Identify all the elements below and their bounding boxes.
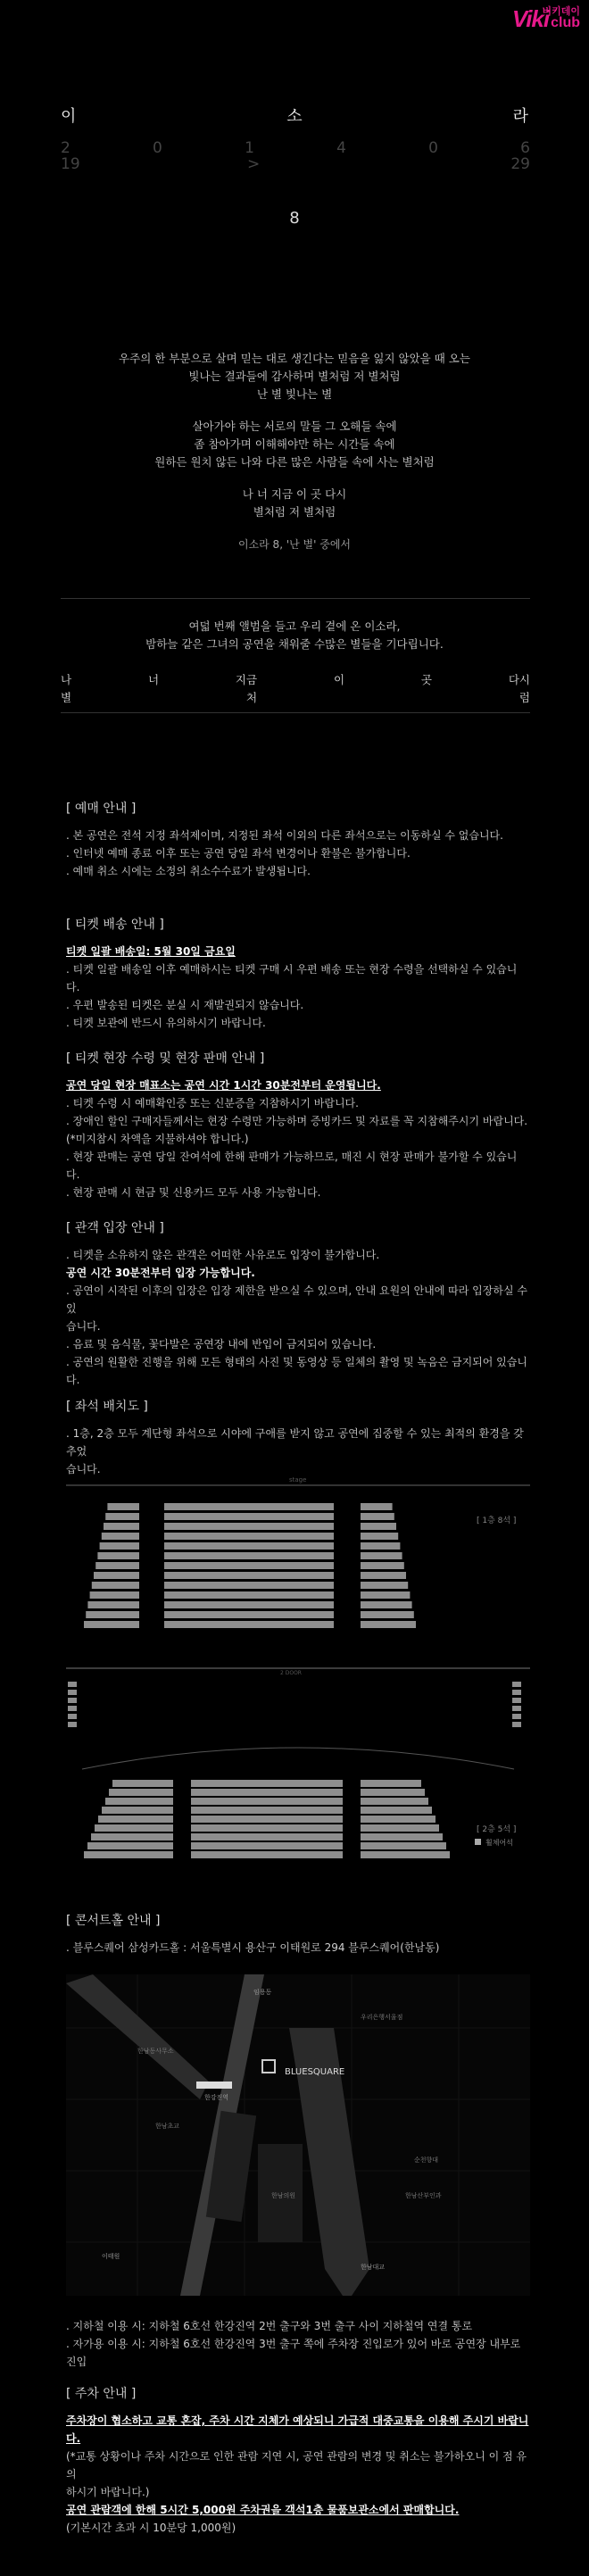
section-line: . 티켓 보관에 반드시 유의하시기 바랍니다. [66, 1017, 266, 1029]
seat-row-balcony-right [512, 1690, 521, 1695]
title-row [61, 104, 530, 127]
seat-row-floor1-left [94, 1572, 139, 1579]
seat-row-floor1-center [164, 1601, 334, 1608]
divider [61, 598, 530, 599]
section-line: . 우편 발송된 티켓은 분실 시 재발권되지 않습니다. [66, 999, 304, 1011]
spread-word: 다시 [508, 673, 530, 686]
seat-row-floor2-center [191, 1789, 343, 1796]
section-title: [ 예매 안내 ] [66, 802, 137, 816]
stage-label: stage [289, 1476, 307, 1483]
seat-row-floor1-center [164, 1611, 334, 1618]
seat-row-floor2-right [361, 1798, 428, 1805]
seat-row-floor1-left [86, 1611, 139, 1618]
legend-label: 휠체어석 [485, 1839, 513, 1847]
seat-map [66, 1476, 530, 1878]
map-label: 순천향대 [414, 2156, 439, 2164]
seat-row-floor2-left [91, 1833, 173, 1841]
seat-row-floor2-center [191, 1833, 343, 1841]
section-line: . 티켓 일괄 배송일 이후 예매하시는 티켓 구매 시 우편 배송 또는 현장 수령을 선택하실 수 있습니다. [66, 963, 518, 993]
seat-row-floor1-center [164, 1523, 334, 1530]
poem-line: 빛나는 결과들에 감사하며 별처럼 저 별처럼 [188, 370, 401, 383]
spread-word: 럼 [518, 691, 530, 704]
section-onsite [66, 1050, 530, 1201]
floor2-rail [82, 1748, 514, 1769]
divider [61, 712, 530, 713]
station-label: 한강진역 [204, 2094, 229, 2101]
poem-line: 우주의 한 부분으로 살며 믿는 대로 생긴다는 믿음을 잃지 않았을 때 오는 [119, 352, 470, 365]
seat-blocks [66, 1503, 530, 1858]
wheelchair-icon [475, 1839, 481, 1845]
section-line: . 공연의 원활한 진행을 위해 모든 형태의 사진 및 동영상 등 일체의 촬영 및 녹음은 금지되어 있습니다. [66, 1356, 527, 1386]
seat-row-floor2-right [361, 1833, 443, 1841]
seat-row-balcony-left [68, 1722, 77, 1727]
seat-row-floor2-left [102, 1807, 173, 1814]
seat-row-floor1-center [164, 1582, 334, 1589]
spread-row [61, 671, 530, 687]
seat-row-floor2-left [84, 1851, 173, 1858]
seat-row-floor1-right [361, 1591, 410, 1599]
seat-row-balcony-left [68, 1698, 77, 1703]
album-number: 8 [289, 209, 300, 228]
seat-row-floor1-left [95, 1562, 139, 1569]
title-letter: 이 [61, 107, 79, 126]
date-digit: 0 [428, 139, 438, 157]
map-label: 한남동사무소 [137, 2048, 174, 2055]
seat-row-floor1-left [105, 1513, 139, 1520]
seat-row-floor2-left [98, 1816, 173, 1823]
spread-word: 처 [245, 691, 258, 704]
section-line: . 현장 판매는 공연 당일 잔여석에 한해 판매가 가능하므로, 매진 시 현장 판매가 불가할 수 있습니다. [66, 1151, 518, 1181]
section-line: . 인터넷 예매 종료 이후 또는 공연 당일 좌석 변경이나 환불은 불가합니다. [66, 847, 411, 860]
seat-row-floor1-right [361, 1582, 408, 1589]
seat-row-floor1-center [164, 1621, 334, 1628]
seat-row-floor1-left [92, 1582, 139, 1589]
seat-row-balcony-right [512, 1714, 521, 1719]
intro-line: 여덟 번째 앨범을 들고 우리 곁에 온 이소라, [188, 619, 401, 633]
seat-row-balcony-left [68, 1714, 77, 1719]
seat-row-floor1-right [361, 1542, 400, 1550]
seat-row-floor2-right [361, 1780, 421, 1787]
logo-main: Viki [511, 5, 550, 32]
location-map [66, 1974, 530, 2296]
section-line: . 1층, 2층 모두 계단형 좌석으로 시야에 구애를 받지 않고 공연에 집중할 수 있는 최적의 환경을 갖추었 [66, 1427, 524, 1458]
seat-row-floor1-left [87, 1601, 139, 1608]
seat-row-floor2-center [191, 1851, 343, 1858]
section-line: . 공연이 시작된 이후의 입장은 입장 제한을 받으실 수 있으며, 안내 요원의 안내에 따라 입장하실 수 있 [66, 1284, 527, 1315]
vikiclub-logo [512, 5, 580, 33]
section-line: 습니다. [66, 1320, 101, 1333]
section-seating [66, 1398, 530, 1478]
intro-text [0, 618, 589, 653]
section-line: 하시기 바랍니다.) [66, 2486, 150, 2498]
section-title: [ 좌석 배치도 ] [66, 1400, 148, 1414]
section-highlight: 공연 관람객에 한해 5시간 5,000원 주차권을 객석1층 물품보관소에서 판매합니다. [66, 2504, 460, 2516]
section-line: . 음료 및 음식물, 꽃다발은 공연장 내에 반입이 금지되어 있습니다. [66, 1338, 377, 1350]
section-line: . 현장 판매 시 현금 및 신용카드 모두 사용 가능합니다. [66, 1186, 321, 1199]
floor1-label: [ 1층 8석 ] [477, 1517, 517, 1525]
date-digit: 1 [245, 139, 254, 157]
map-label: 이태원 [102, 2253, 120, 2260]
date-row [61, 139, 530, 157]
seat-row-floor1-left [90, 1591, 139, 1599]
seat-row-balcony-right [512, 1698, 521, 1703]
seat-row-floor1-right [361, 1503, 393, 1510]
section-title: [ 티켓 배송 안내 ] [66, 918, 164, 932]
floor2-label: [ 2층 5석 ] [477, 1825, 517, 1834]
station-icon [196, 2082, 232, 2089]
seat-row-floor1-right [361, 1611, 414, 1618]
seat-row-floor1-center [164, 1591, 334, 1599]
seat-row-floor2-right [361, 1816, 436, 1823]
map-label: 한남대교 [361, 2264, 386, 2271]
title-letter: 소 [286, 107, 304, 126]
section-highlight: 주차장이 협소하고 교통 혼잡, 주차 시간 지체가 예상되니 가급적 대중교통을 이용해 주시기 바랍니다. [66, 2414, 529, 2445]
section-highlight: 공연 시간 30분전부터 입장 가능합니다. [66, 1267, 255, 1279]
poem-line: 원하든 원치 않든 나와 다른 많은 사람들 속에 사는 별처럼 [154, 455, 435, 469]
section-line: . 자가용 이용 시: 지하철 6호선 한강진역 3번 출구 쪽에 주차장 진입로가 있어 바로 공연장 내부로 진입 [66, 2338, 521, 2368]
seat-row-balcony-left [68, 1690, 77, 1695]
section-highlight: 티켓 일괄 배송일: 5월 30일 금요일 [66, 945, 236, 958]
date-row-2 [61, 155, 530, 173]
seat-row-floor1-right [361, 1562, 404, 1569]
seat-row-floor1-right [361, 1523, 396, 1530]
poem-line: 별처럼 저 별처럼 [253, 505, 336, 519]
section-line: 습니다. [66, 1463, 101, 1475]
date-digit: 29 [510, 155, 530, 173]
seat-row-floor2-center [191, 1816, 343, 1823]
logo-small: 비키데이 [542, 6, 580, 17]
seat-row-floor1-left [107, 1503, 139, 1510]
seat-row-floor2-center [191, 1780, 343, 1787]
spread-word: 별 [61, 691, 72, 704]
date-digit: 4 [336, 139, 346, 157]
date-digit: 19 [61, 155, 80, 173]
poem [0, 350, 589, 568]
seat-row-floor2-right [361, 1842, 446, 1849]
location-map-svg [66, 1974, 530, 2296]
section-line: (기본시간 초과 시 10분당 1,000원) [66, 2522, 236, 2534]
seat-row-floor1-right [361, 1552, 402, 1559]
seat-row-floor1-left [84, 1621, 139, 1628]
seat-row-balcony-right [512, 1682, 521, 1687]
seat-row-floor1-right [361, 1601, 412, 1608]
map-label: 한남초교 [155, 2123, 180, 2130]
seat-row-floor1-center [164, 1542, 334, 1550]
poem-line: 살아가야 하는 서로의 말들 그 오해들 속에 [192, 420, 397, 433]
poem-line: 난 별 빛나는 별 [256, 387, 333, 401]
seat-row-floor1-center [164, 1533, 334, 1540]
spread-word: 나 [61, 673, 72, 686]
seat-map-svg [66, 1476, 530, 1878]
poem-source: 이소라 8, '난 별' 중에서 [237, 538, 352, 551]
section-booking [66, 800, 530, 880]
section-line: . 본 공연은 전석 지정 좌석제이며, 지정된 좌석 이외의 다른 좌석으로는 이동하실 수 없습니다. [66, 829, 503, 842]
section-hall [66, 1912, 530, 1957]
map-label: 임용동 [253, 1989, 272, 1996]
seat-row-floor1-center [164, 1562, 334, 1569]
spread-row-2 [61, 689, 530, 705]
spread-word: 너 [147, 673, 160, 686]
seat-row-floor1-left [97, 1552, 139, 1559]
seat-row-floor2-center [191, 1798, 343, 1805]
seat-row-floor1-right [361, 1572, 406, 1579]
seat-row-floor2-center [191, 1807, 343, 1814]
logo-club: club [551, 15, 580, 30]
seat-row-floor1-right [361, 1513, 394, 1520]
spread-word: 지금 [235, 673, 258, 686]
seat-row-floor1-center [164, 1552, 334, 1559]
date-digit: > [247, 155, 261, 173]
intro-line: 밤하늘 같은 그녀의 공연을 채워줄 수많은 별들을 기다립니다. [145, 637, 444, 651]
seat-row-floor1-center [164, 1503, 334, 1510]
seat-row-balcony-left [68, 1682, 77, 1687]
section-title: [ 티켓 현장 수령 및 현장 판매 안내 ] [66, 1051, 265, 1066]
seat-row-floor1-center [164, 1513, 334, 1520]
seat-row-floor2-right [361, 1851, 450, 1858]
seat-row-floor2-left [87, 1842, 173, 1849]
section-line: . 예매 취소 시에는 소정의 취소수수료가 발생됩니다. [66, 865, 311, 877]
seat-row-floor2-left [105, 1798, 173, 1805]
exit-label: 2 DOOR [280, 1670, 302, 1676]
section-line: (*미지참시 차액을 지불하셔야 합니다.) [66, 1133, 249, 1145]
section-highlight: 공연 당일 현장 매표소는 공연 시간 1시간 30분전부터 운영됩니다. [66, 1079, 381, 1092]
seat-row-floor2-left [112, 1780, 173, 1787]
section-title: [ 관객 입장 안내 ] [66, 1221, 164, 1235]
seat-row-floor1-right [361, 1621, 416, 1628]
section-parking [66, 2385, 530, 2537]
section-line: . 티켓 수령 시 예매확인증 또는 신분증을 지참하시기 바랍니다. [66, 1097, 359, 1109]
poem-line: 좀 참아가며 이해해야만 하는 시간들 속에 [194, 437, 395, 451]
seat-row-balcony-left [68, 1706, 77, 1711]
section-title: [ 주차 안내 ] [66, 2387, 137, 2401]
seat-row-floor2-center [191, 1824, 343, 1832]
section-entry [66, 1219, 530, 1389]
section-line: . 장애인 할인 구매자들께서는 현장 수령만 가능하며 증빙카드 및 자료를 꼭 지참해주시기 바랍니다. [66, 1115, 528, 1127]
seat-row-floor1-center [164, 1572, 334, 1579]
seat-row-floor1-left [100, 1542, 139, 1550]
seat-row-floor1-left [102, 1533, 139, 1540]
title-letter: 라 [512, 107, 530, 126]
bluesquare-label: BLUESQUARE [285, 2067, 345, 2077]
section-line: . 블루스퀘어 삼성카드홀 : 서울특별시 용산구 이태원로 294 블루스퀘어(한남동) [66, 1941, 440, 1954]
section-delivery [66, 916, 530, 1032]
seat-row-floor2-left [109, 1789, 173, 1796]
map-label: 한남산부인과 [405, 2192, 442, 2199]
seat-row-floor1-right [361, 1533, 398, 1540]
spread-word: 이 [333, 673, 345, 686]
seat-row-floor2-left [95, 1824, 173, 1832]
section-title: [ 콘서트홀 안내 ] [66, 1914, 161, 1928]
seat-row-balcony-right [512, 1722, 521, 1727]
section-line: . 지하철 이용 시: 지하철 6호선 한강진역 2번 출구와 3번 출구 사이 지하철역 연결 통로 [66, 2320, 473, 2332]
section-line: . 티켓을 소유하지 않은 관객은 어떠한 사유로도 입장이 불가합니다. [66, 1249, 380, 1261]
seat-row-floor2-right [361, 1789, 425, 1796]
seat-row-floor2-right [361, 1824, 439, 1832]
map-label: 한남의원 [271, 2192, 296, 2199]
seat-row-floor1-left [104, 1523, 139, 1530]
seat-row-floor2-center [191, 1842, 343, 1849]
poem-line: 나 너 지금 이 곳 다시 [242, 487, 347, 501]
seat-row-balcony-right [512, 1706, 521, 1711]
date-digit: 6 [520, 139, 530, 157]
date-digit: 0 [153, 139, 162, 157]
spread-word: 곳 [420, 673, 432, 686]
seat-row-floor2-right [361, 1807, 432, 1814]
date-digit: 2 [61, 139, 71, 157]
section-line: (*교통 상황이나 주차 시간으로 인한 관람 지연 시, 공연 관람의 변경 및 취소는 불가하오니 이 점 유의 [66, 2450, 527, 2480]
map-label: 우리은행서울점 [361, 2014, 403, 2021]
section-transport [66, 2317, 530, 2371]
